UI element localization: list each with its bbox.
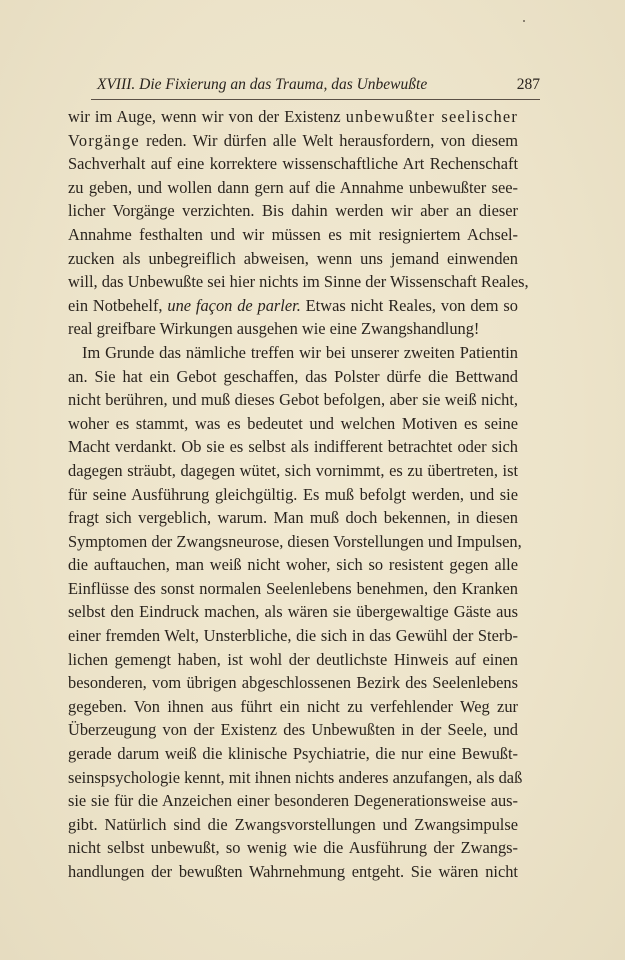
text-line — [68, 506, 518, 530]
text-line — [68, 270, 529, 294]
text-run: fragt sich vergeblich, warum. Man muß doch bekennen, in diesen — [68, 508, 518, 528]
running-header — [91, 74, 540, 96]
text-run: an. Sie hat ein Gebot geschaffen, das Polster dürfe die Bettwand — [68, 366, 518, 386]
text-run: sie sie für die Anzeichen einer besonderen Degenerationsweise aus- — [68, 791, 518, 811]
text-line — [68, 435, 518, 459]
text-line — [68, 365, 518, 389]
text-line — [68, 483, 518, 507]
text-run: selbst den Eindruck machen, als wären sie übergewaltige Gäste aus — [68, 602, 518, 622]
spaced-emphasis: Vorgänge — [68, 130, 140, 150]
text-run: handlungen der bewußten Wahrnehmung entgeht. Sie wären nicht — [68, 862, 518, 881]
text-line — [68, 129, 518, 153]
text-run: die auftauchen, man weiß nicht woher, sich so resistent gegen alle — [68, 555, 518, 575]
text-run: einer fremden Welt, Unsterbliche, die sich in das Gewühl der Sterb- — [68, 626, 518, 646]
text-run: wir im Auge, wenn wir von der Existenz — [68, 107, 346, 126]
text-line — [68, 600, 518, 624]
text-line — [68, 388, 518, 412]
text-line — [68, 789, 518, 813]
body-text — [68, 105, 529, 884]
text-line — [68, 530, 522, 554]
header-rule — [91, 99, 540, 100]
text-run: zucken als unbegreiflich abweisen, wenn uns jemand einwenden — [68, 248, 518, 268]
text-line — [68, 813, 518, 837]
text-line — [68, 766, 523, 790]
text-line — [68, 152, 518, 176]
text-run: gegeben. Von ihnen aus führt ein nicht zu verfehlender Weg zur — [68, 696, 518, 716]
text-line — [68, 176, 518, 200]
text-run: Symptomen der Zwangsneurose, diesen Vorstellungen und Impulsen, — [68, 531, 522, 551]
paper-speck — [523, 20, 525, 22]
text-line — [68, 860, 518, 884]
text-run: nicht berühren, und muß dieses Gebot befolgen, aber sie weiß nicht, — [68, 390, 518, 410]
text-run: für seine Ausführung gleichgültig. Es muß befolgt werden, und sie — [68, 484, 518, 504]
text-line — [68, 577, 518, 601]
text-run: dagegen sträubt, dagegen wütet, sich vornimmt, es zu übertreten, ist — [68, 460, 518, 480]
text-run: real greifbare Wirkungen ausgehen wie eine Zwangshandlung! — [68, 319, 480, 339]
text-line — [68, 199, 518, 223]
text-run: nicht selbst unbewußt, so wenig wie die Ausführung der Zwangs- — [68, 838, 518, 858]
text-line — [68, 341, 518, 365]
text-line — [68, 247, 518, 271]
text-run: Überzeugung von der Existenz des Unbewußten in der Seele, und — [68, 720, 518, 740]
text-run: Einflüsse des sonst normalen Seelenlebens benehmen, den Kranken — [68, 578, 518, 598]
text-line — [68, 671, 518, 695]
text-run: besonderen, vom übrigen abgeschlossenen Bezirk des Seelenlebens — [68, 673, 518, 693]
text-line — [68, 553, 518, 577]
text-run: gibt. Natürlich sind die Zwangsvorstellungen und Zwangsimpulse — [68, 814, 518, 834]
italic-phrase: une façon de parler. — [167, 295, 301, 315]
text-line — [68, 317, 518, 341]
text-run: Im Grunde das nämliche treffen wir bei unserer zweiten Patientin — [82, 342, 518, 362]
text-run: seinspsychologie kennt, mit ihnen nichts anderes anzufangen, als daß — [68, 767, 523, 787]
text-run: ein Notbehelf, — [68, 295, 168, 315]
text-line — [68, 742, 518, 766]
text-run: licher Vorgänge verzichten. Bis dahin werden wir aber an dieser — [68, 201, 518, 221]
text-line — [68, 294, 518, 318]
text-line — [68, 223, 518, 247]
text-line — [68, 105, 518, 129]
text-run: will, das Unbewußte sei hier nichts im Sinne der Wissenschaft Reales, — [68, 272, 529, 292]
text-run: woher es stammt, was es bedeutet und welchen Motiven es seine — [68, 413, 518, 433]
text-line — [68, 695, 518, 719]
text-run: gerade darum weiß die klinische Psychiatrie, die nur eine Bewußt- — [68, 744, 518, 764]
text-run: Macht verdankt. Ob sie es selbst als indifferent betrachtet oder sich — [68, 437, 518, 457]
text-run: zu geben, und wollen dann gern auf die Annahme unbewußter see- — [68, 177, 518, 197]
text-line — [68, 718, 518, 742]
text-line — [68, 412, 518, 436]
text-line — [68, 459, 518, 483]
text-line — [68, 836, 518, 860]
text-line — [68, 648, 518, 672]
spaced-emphasis: unbewußter seelischer — [345, 107, 518, 126]
chapter-title: XVIII. Die Fixierung an das Trauma, das Unbewußte — [97, 76, 428, 93]
text-run: reden. Wir dürfen alle Welt herausfordern, von diesem — [139, 130, 518, 150]
text-run: Etwas nicht Reales, von dem so — [300, 295, 518, 315]
text-run: Annahme festhalten und wir müssen es mit resigniertem Achsel- — [68, 224, 518, 244]
page-number: 287 — [516, 76, 540, 93]
text-run: Sachverhalt auf eine korrektere wissenschaftliche Art Rechenschaft — [68, 154, 518, 174]
text-run: lichen gemengt haben, ist wohl der deutlichste Hinweis auf einen — [68, 649, 518, 669]
text-line — [68, 624, 518, 648]
